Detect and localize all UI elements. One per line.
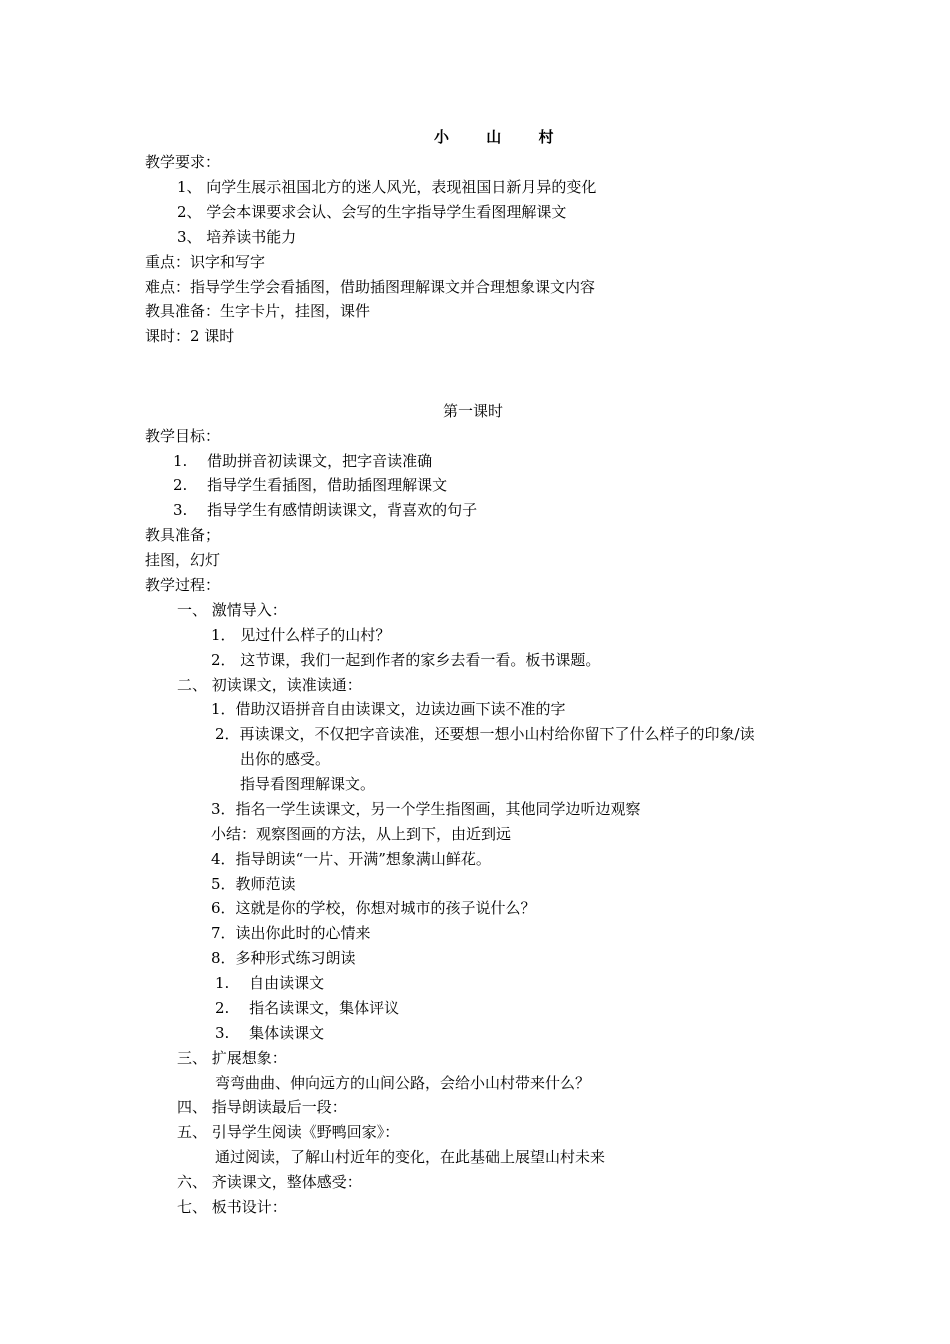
- section-item: 1．借助汉语拼音自由读课文，边读边画下读不准的字: [211, 700, 566, 718]
- section-title: 三、 扩展想象：: [177, 1049, 287, 1067]
- lesson-heading: 第一课时: [443, 402, 504, 420]
- requirement-item: 1、 向学生展示祖国北方的迷人风光，表现祖国日新月异的变化: [177, 178, 597, 196]
- requirement-item: 3、 培养读书能力: [177, 228, 297, 246]
- materials: 教具准备：生字卡片，挂图，课件: [145, 302, 371, 320]
- lesson-materials: 挂图，幻灯: [145, 551, 221, 569]
- section-item-continued: 出你的感受。: [240, 750, 331, 768]
- section-item: 4．指导朗读“一片、开满”想象满山鲜花。: [211, 850, 491, 868]
- section-title: 五、 引导学生阅读《野鸭回家》：: [177, 1123, 400, 1141]
- section-item: 6．这就是你的学校，你想对城市的孩子说什么？: [211, 899, 536, 917]
- goal-item: 1. 借助拼音初读课文，把字音读准确: [173, 452, 433, 470]
- process-heading: 教学过程：: [145, 576, 221, 594]
- section-item: 7．读出你此时的心情来: [211, 924, 371, 942]
- section-note: 指导看图理解课文。: [240, 775, 376, 793]
- goal-item: 2. 指导学生看插图，借助插图理解课文: [173, 476, 448, 494]
- goal-item: 3. 指导学生有感情朗读课文，背喜欢的句子: [173, 501, 478, 519]
- section-text: 通过阅读，了解山村近年的变化，在此基础上展望山村未来: [215, 1148, 606, 1166]
- section-item: 5．教师范读: [211, 875, 296, 893]
- section-item: 2． 这节课，我们一起到作者的家乡去看一看。板书课题。: [211, 651, 601, 669]
- goals-heading: 教学目标：: [145, 427, 221, 445]
- sub-item: 3. 集体读课文: [215, 1024, 325, 1042]
- section-item: 8．多种形式练习朗读: [211, 949, 356, 967]
- difficulty: 难点：指导学生学会看插图，借助插图理解课文并合理想象课文内容: [145, 278, 596, 296]
- section-title: 二、 初读课文，读准读通：: [177, 676, 362, 694]
- sub-item: 2. 指名读课文，集体评议: [215, 999, 400, 1017]
- section-title: 四、 指导朗读最后一段：: [177, 1098, 347, 1116]
- class-hours: 课时：2 课时: [145, 327, 235, 345]
- section-title: 六、 齐读课文，整体感受：: [177, 1173, 362, 1191]
- section-summary: 小结：观察图画的方法，从上到下，由近到远: [211, 825, 512, 843]
- sub-item: 1. 自由读课文: [215, 974, 325, 992]
- key-point: 重点：识字和写字: [145, 253, 266, 271]
- materials-heading: 教具准备；: [145, 526, 221, 544]
- section-item: 3．指名一学生读课文，另一个学生指图画，其他同学边听边观察: [211, 800, 641, 818]
- section-item: 1． 见过什么样子的山村？: [211, 626, 391, 644]
- section-title: 七、 板书设计：: [177, 1198, 287, 1216]
- section-item: 2．再读课文，不仅把字音读准，还要想一想小山村给你留下了什么样子的印象/读: [215, 725, 755, 743]
- requirements-heading: 教学要求：: [145, 153, 221, 171]
- requirement-item: 2、 学会本课要求会认、会写的生字指导学生看图理解课文: [177, 203, 567, 221]
- section-title: 一、 激情导入：: [177, 601, 287, 619]
- section-text: 弯弯曲曲、伸向远方的山间公路，会给小山村带来什么？: [215, 1074, 591, 1092]
- page-title: 小 山 村: [434, 128, 570, 146]
